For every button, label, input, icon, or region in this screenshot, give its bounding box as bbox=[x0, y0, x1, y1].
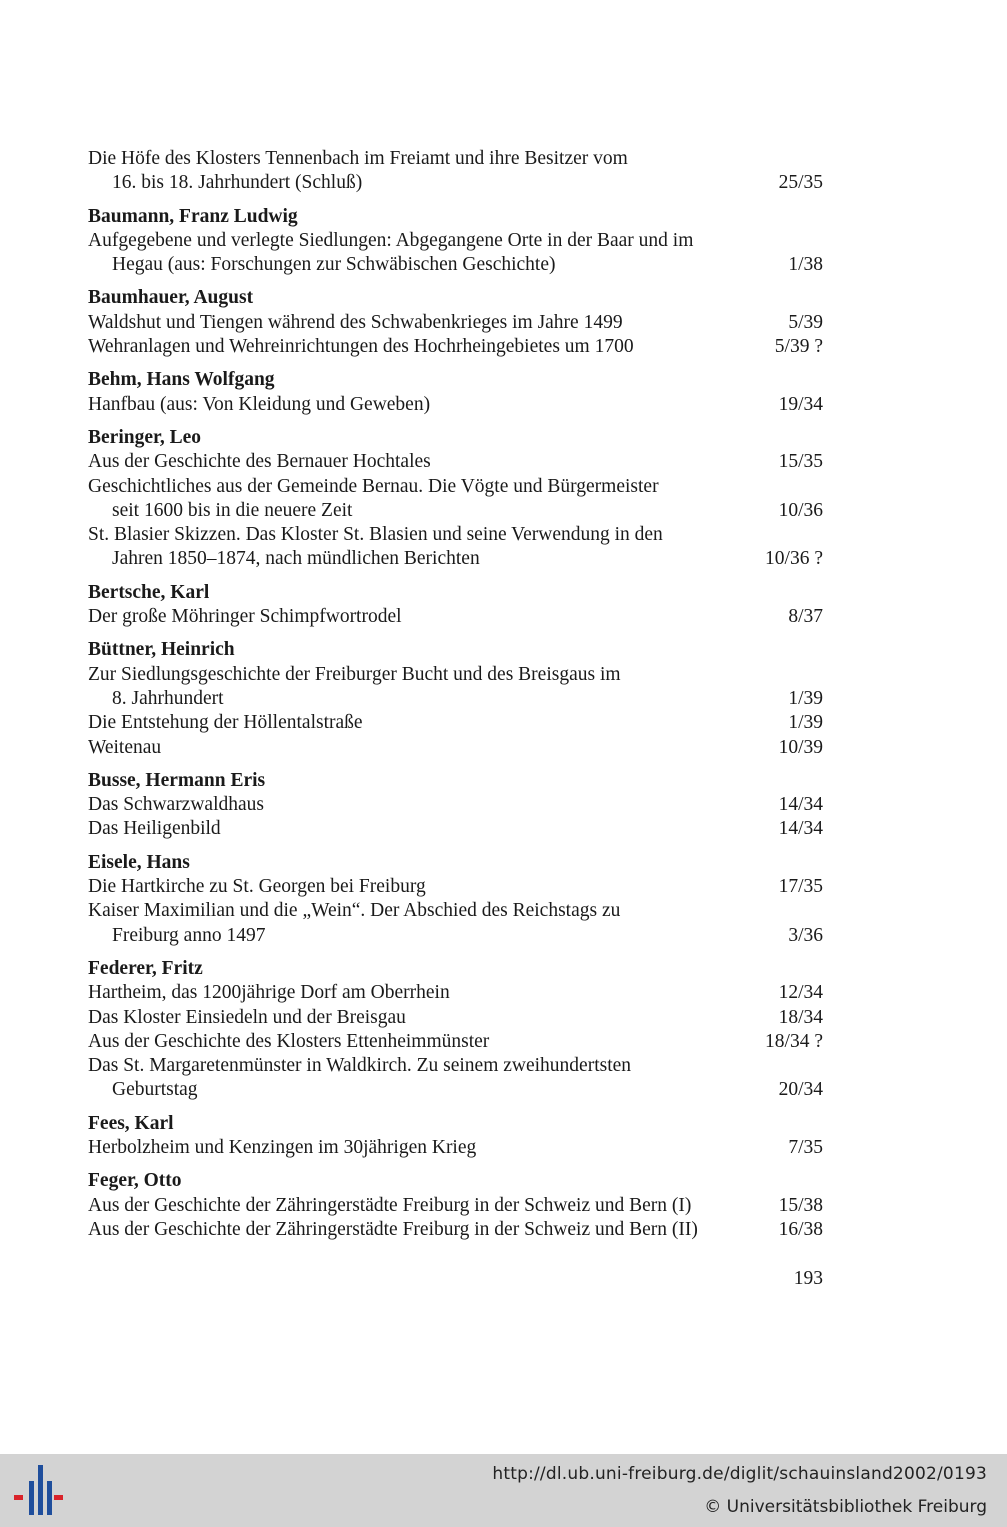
index-entry bbox=[88, 475, 823, 524]
entry-line bbox=[88, 793, 823, 817]
author-name: Bertsche, Karl bbox=[88, 581, 210, 603]
author-section bbox=[88, 426, 823, 572]
entry-line bbox=[88, 663, 823, 687]
author-name: Behm, Hans Wolfgang bbox=[88, 369, 275, 391]
author-section bbox=[88, 769, 823, 842]
index-entry bbox=[88, 899, 823, 948]
entry-title: Kaiser Maximilian und die „Wein“. Der Abschied des Reichstags zu bbox=[88, 900, 621, 922]
issue-reference: 12/34 bbox=[778, 982, 823, 1004]
author-name: Baumhauer, August bbox=[88, 287, 254, 309]
index-entry bbox=[88, 711, 823, 735]
issue-reference: 10/36 bbox=[778, 499, 823, 521]
author-name: Beringer, Leo bbox=[88, 426, 202, 448]
issue-reference: 19/34 bbox=[778, 393, 823, 415]
issue-reference: 15/35 bbox=[778, 451, 823, 473]
entry-title: Hanfbau (aus: Von Kleidung und Geweben) bbox=[88, 393, 431, 415]
page-number: 193 bbox=[793, 1268, 823, 1289]
issue-reference: 3/36 bbox=[788, 924, 823, 946]
entry-title: Weitenau bbox=[88, 736, 162, 758]
entry-line bbox=[88, 711, 823, 735]
entry-line bbox=[88, 736, 823, 760]
author-section bbox=[88, 1112, 823, 1161]
author-section bbox=[88, 1169, 823, 1242]
entry-title: Aus der Geschichte des Klosters Ettenheimmünster bbox=[88, 1030, 490, 1052]
entry-title: Aus der Geschichte der Zähringerstädte Freiburg in der Schweiz und Bern (II) bbox=[88, 1218, 698, 1240]
index-entry bbox=[88, 663, 823, 712]
entry-title: Hegau (aus: Forschungen zur Schwäbischen Geschichte) bbox=[112, 254, 556, 276]
issue-reference: 7/35 bbox=[788, 1136, 823, 1158]
index-entry bbox=[88, 335, 823, 359]
issue-reference: 14/34 bbox=[778, 794, 823, 816]
index-entry bbox=[88, 605, 823, 629]
issue-reference: 20/34 bbox=[778, 1079, 823, 1101]
entry-line bbox=[88, 687, 823, 711]
entry-line bbox=[88, 1054, 823, 1078]
entry-line bbox=[88, 1078, 823, 1102]
entry-line bbox=[88, 1218, 823, 1242]
entry-title: Das Schwarzwaldhaus bbox=[88, 794, 264, 816]
index-entry bbox=[88, 981, 823, 1005]
entry-title: Die Höfe des Klosters Tennenbach im Freiamt und ihre Besitzer vom bbox=[88, 148, 628, 169]
entry-title: Geburtstag bbox=[112, 1079, 198, 1101]
entry-line bbox=[88, 311, 823, 335]
index-entry bbox=[88, 1030, 823, 1054]
entry-line bbox=[88, 817, 823, 841]
issue-reference: 18/34 ? bbox=[765, 1030, 823, 1052]
entry-line bbox=[88, 253, 823, 277]
index-entry bbox=[88, 1136, 823, 1160]
index-entry bbox=[88, 1194, 823, 1218]
entry-line bbox=[88, 547, 823, 571]
entry-title: Hartheim, das 1200jährige Dorf am Oberrhein bbox=[88, 982, 450, 1004]
entry-title: Zur Siedlungsgeschichte der Freiburger Bucht und des Breisgaus im bbox=[88, 663, 621, 685]
entry-line bbox=[88, 335, 823, 359]
index-entry bbox=[88, 875, 823, 899]
issue-reference: 10/39 bbox=[778, 736, 823, 758]
entry-title: Aus der Geschichte des Bernauer Hochtales bbox=[88, 451, 431, 473]
footer-bar bbox=[0, 1454, 1007, 1527]
entry-line bbox=[88, 171, 823, 195]
entry-line bbox=[88, 147, 823, 171]
issue-reference: 10/36 ? bbox=[765, 548, 823, 570]
entry-title: seit 1600 bis in die neuere Zeit bbox=[112, 499, 353, 521]
entry-title: Geschichtliches aus der Gemeinde Bernau. Die Vögte und Bürgermeister bbox=[88, 475, 659, 497]
entry-line bbox=[88, 393, 823, 417]
entry-line bbox=[88, 875, 823, 899]
entry-line bbox=[88, 499, 823, 523]
author-name: Busse, Hermann Eris bbox=[88, 769, 266, 791]
issue-reference: 16/38 bbox=[778, 1218, 823, 1240]
author-name: Federer, Fritz bbox=[88, 957, 203, 979]
index-entry bbox=[88, 736, 823, 760]
entry-line bbox=[88, 1030, 823, 1054]
author-name: Fees, Karl bbox=[88, 1112, 174, 1134]
issue-reference: 1/39 bbox=[788, 687, 823, 709]
issue-reference: 8/37 bbox=[788, 606, 823, 628]
index-entry bbox=[88, 147, 823, 196]
entry-line bbox=[88, 475, 823, 499]
author-section bbox=[88, 147, 823, 196]
entry-line bbox=[88, 1006, 823, 1030]
entry-line bbox=[88, 981, 823, 1005]
entry-title: Aus der Geschichte der Zähringerstädte Freiburg in der Schweiz und Bern (I) bbox=[88, 1194, 692, 1216]
issue-reference: 18/34 bbox=[778, 1006, 823, 1028]
issue-reference: 5/39 ? bbox=[774, 336, 823, 358]
index-content bbox=[88, 147, 823, 1242]
index-entry bbox=[88, 817, 823, 841]
entry-line bbox=[88, 229, 823, 253]
author-section bbox=[88, 368, 823, 417]
index-entry bbox=[88, 1218, 823, 1242]
index-entry bbox=[88, 393, 823, 417]
document-url-link[interactable]: http://dl.ub.uni-freiburg.de/diglit/schauinsland2002/0193 bbox=[492, 1464, 987, 1484]
copyright-notice: © Universitätsbibliothek Freiburg bbox=[704, 1497, 987, 1517]
ub-freiburg-logo-icon[interactable] bbox=[14, 1465, 64, 1515]
entry-line bbox=[88, 899, 823, 923]
entry-title: 16. bis 18. Jahrhundert (Schluß) bbox=[112, 172, 363, 194]
issue-reference: 1/38 bbox=[788, 254, 823, 276]
index-entry bbox=[88, 523, 823, 572]
entry-title: Das Kloster Einsiedeln und der Breisgau bbox=[88, 1006, 406, 1028]
entry-title: Waldshut und Tiengen während des Schwabenkrieges im Jahre 1499 bbox=[88, 311, 623, 333]
author-section bbox=[88, 638, 823, 759]
entry-title: Das St. Margaretenmünster in Waldkirch. Zu seinem zweihundertsten bbox=[88, 1055, 632, 1077]
entry-title: Aufgegebene und verlegte Siedlungen: Abgegangene Orte in der Baar und im bbox=[88, 229, 694, 251]
entry-title: 8. Jahrhundert bbox=[112, 687, 224, 709]
author-name: Büttner, Heinrich bbox=[88, 639, 235, 661]
entry-title: Die Entstehung der Höllentalstraße bbox=[88, 712, 363, 734]
author-section bbox=[88, 851, 823, 948]
issue-reference: 5/39 bbox=[788, 311, 823, 333]
index-entry bbox=[88, 1054, 823, 1103]
index-entry bbox=[88, 793, 823, 817]
issue-reference: 15/38 bbox=[778, 1194, 823, 1216]
author-name: Eisele, Hans bbox=[88, 851, 190, 873]
entry-title: Wehranlagen und Wehreinrichtungen des Hochrheingebietes um 1700 bbox=[88, 336, 634, 358]
index-entry bbox=[88, 450, 823, 474]
author-section bbox=[88, 286, 823, 359]
entry-line bbox=[88, 605, 823, 629]
entry-title: Herbolzheim und Kenzingen im 30jährigen Krieg bbox=[88, 1136, 477, 1158]
author-section bbox=[88, 205, 823, 278]
entry-line bbox=[88, 1136, 823, 1160]
entry-title: Die Hartkirche zu St. Georgen bei Freiburg bbox=[88, 876, 426, 898]
entry-title: Das Heiligenbild bbox=[88, 818, 221, 840]
entry-title: Freiburg anno 1497 bbox=[112, 924, 266, 946]
issue-reference: 25/35 bbox=[778, 172, 823, 194]
entry-line bbox=[88, 924, 823, 948]
entry-title: Jahren 1850–1874, nach mündlichen Berichten bbox=[112, 548, 480, 570]
entry-title: St. Blasier Skizzen. Das Kloster St. Blasien und seine Verwendung in den bbox=[88, 524, 663, 546]
entry-line bbox=[88, 523, 823, 547]
issue-reference: 1/39 bbox=[788, 712, 823, 734]
author-section bbox=[88, 957, 823, 1103]
entry-line bbox=[88, 1194, 823, 1218]
author-section bbox=[88, 581, 823, 630]
issue-reference: 14/34 bbox=[778, 818, 823, 840]
author-name: Baumann, Franz Ludwig bbox=[88, 205, 298, 227]
entry-line bbox=[88, 450, 823, 474]
entry-title: Der große Möhringer Schimpfwortrodel bbox=[88, 606, 402, 628]
index-entry bbox=[88, 1006, 823, 1030]
index-entry bbox=[88, 311, 823, 335]
index-entry bbox=[88, 229, 823, 278]
author-name: Feger, Otto bbox=[88, 1170, 182, 1192]
issue-reference: 17/35 bbox=[778, 876, 823, 898]
